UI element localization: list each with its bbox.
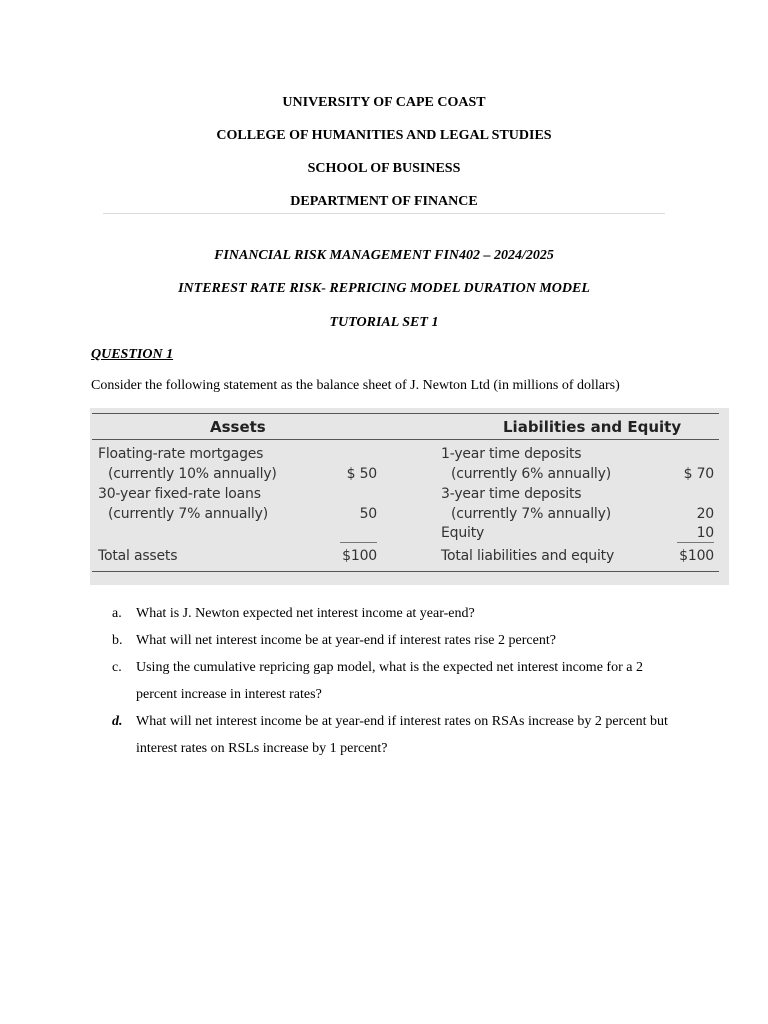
asset-fixed-loans-label: 30-year fixed-rate loans <box>98 486 261 502</box>
liabilities-header: Liabilities and Equity <box>503 418 682 436</box>
question-marker: a. <box>112 606 122 621</box>
school-name: SCHOOL OF BUSINESS <box>307 161 461 176</box>
college-name: COLLEGE OF HUMANITIES AND LEGAL STUDIES <box>216 128 552 143</box>
equity-label: Equity <box>441 525 485 541</box>
liability-3yr-deposits-rate: (currently 7% annually) <box>451 506 611 522</box>
course-title: FINANCIAL RISK MANAGEMENT FIN402 – 2024/2025 <box>214 248 554 263</box>
question-text: What is J. Newton expected net interest income at year-end? <box>136 606 475 621</box>
question-text: What will net interest income be at year-end if interest rates on RSAs increase by 2 percent but interest rates on RSLs increase by 1 percent? <box>136 714 668 756</box>
asset-floating-mortgages-rate: (currently 10% annually) <box>108 466 277 482</box>
asset-fixed-loans-rate: (currently 7% annually) <box>108 506 268 522</box>
table-top-rule <box>92 413 719 414</box>
question-list <box>112 600 682 762</box>
topic-title: INTEREST RATE RISK- REPRICING MODEL DURATION MODEL <box>178 281 590 296</box>
liability-3yr-deposits-value: 20 <box>696 506 714 522</box>
question-item-b <box>112 627 682 654</box>
table-bottom-rule <box>92 571 719 572</box>
equity-value: 10 <box>696 525 714 541</box>
question-item-d <box>112 708 682 762</box>
assets-subtotal-rule <box>340 542 377 543</box>
asset-fixed-loans-value: 50 <box>359 506 377 522</box>
question-item-c <box>112 654 682 708</box>
department-name: DEPARTMENT OF FINANCE <box>290 194 478 209</box>
header-divider <box>103 213 665 214</box>
total-liabilities-equity-value: $100 <box>679 548 714 564</box>
liabilities-subtotal-rule <box>677 542 714 543</box>
asset-floating-mortgages-label: Floating-rate mortgages <box>98 446 264 462</box>
liability-3yr-deposits-label: 3-year time deposits <box>441 486 582 502</box>
assets-header: Assets <box>210 418 266 436</box>
liability-1yr-deposits-value: $ 70 <box>683 466 714 482</box>
question-text: What will net interest income be at year-end if interest rates rise 2 percent? <box>136 633 556 648</box>
question-marker: d. <box>112 714 123 729</box>
balance-sheet-table <box>90 408 729 585</box>
question-marker: c. <box>112 660 122 675</box>
liability-1yr-deposits-rate: (currently 6% annually) <box>451 466 611 482</box>
question-marker: b. <box>112 633 123 648</box>
total-assets-value: $100 <box>342 548 377 564</box>
university-name: UNIVERSITY OF CAPE COAST <box>282 95 486 110</box>
liability-1yr-deposits-label: 1-year time deposits <box>441 446 582 462</box>
question-text: Using the cumulative repricing gap model, what is the expected net interest income for a 2 percent increase in interest rates? <box>136 660 643 702</box>
asset-floating-mortgages-value: $ 50 <box>346 466 377 482</box>
question-intro: Consider the following statement as the balance sheet of J. Newton Ltd (in millions of dollars) <box>91 378 620 393</box>
total-liabilities-equity-label: Total liabilities and equity <box>441 548 615 564</box>
tutorial-set-title: TUTORIAL SET 1 <box>329 315 439 330</box>
total-assets-label: Total assets <box>98 548 178 564</box>
question-heading: QUESTION 1 <box>91 347 174 362</box>
header-bottom-rule <box>92 439 719 440</box>
question-item-a <box>112 600 682 627</box>
